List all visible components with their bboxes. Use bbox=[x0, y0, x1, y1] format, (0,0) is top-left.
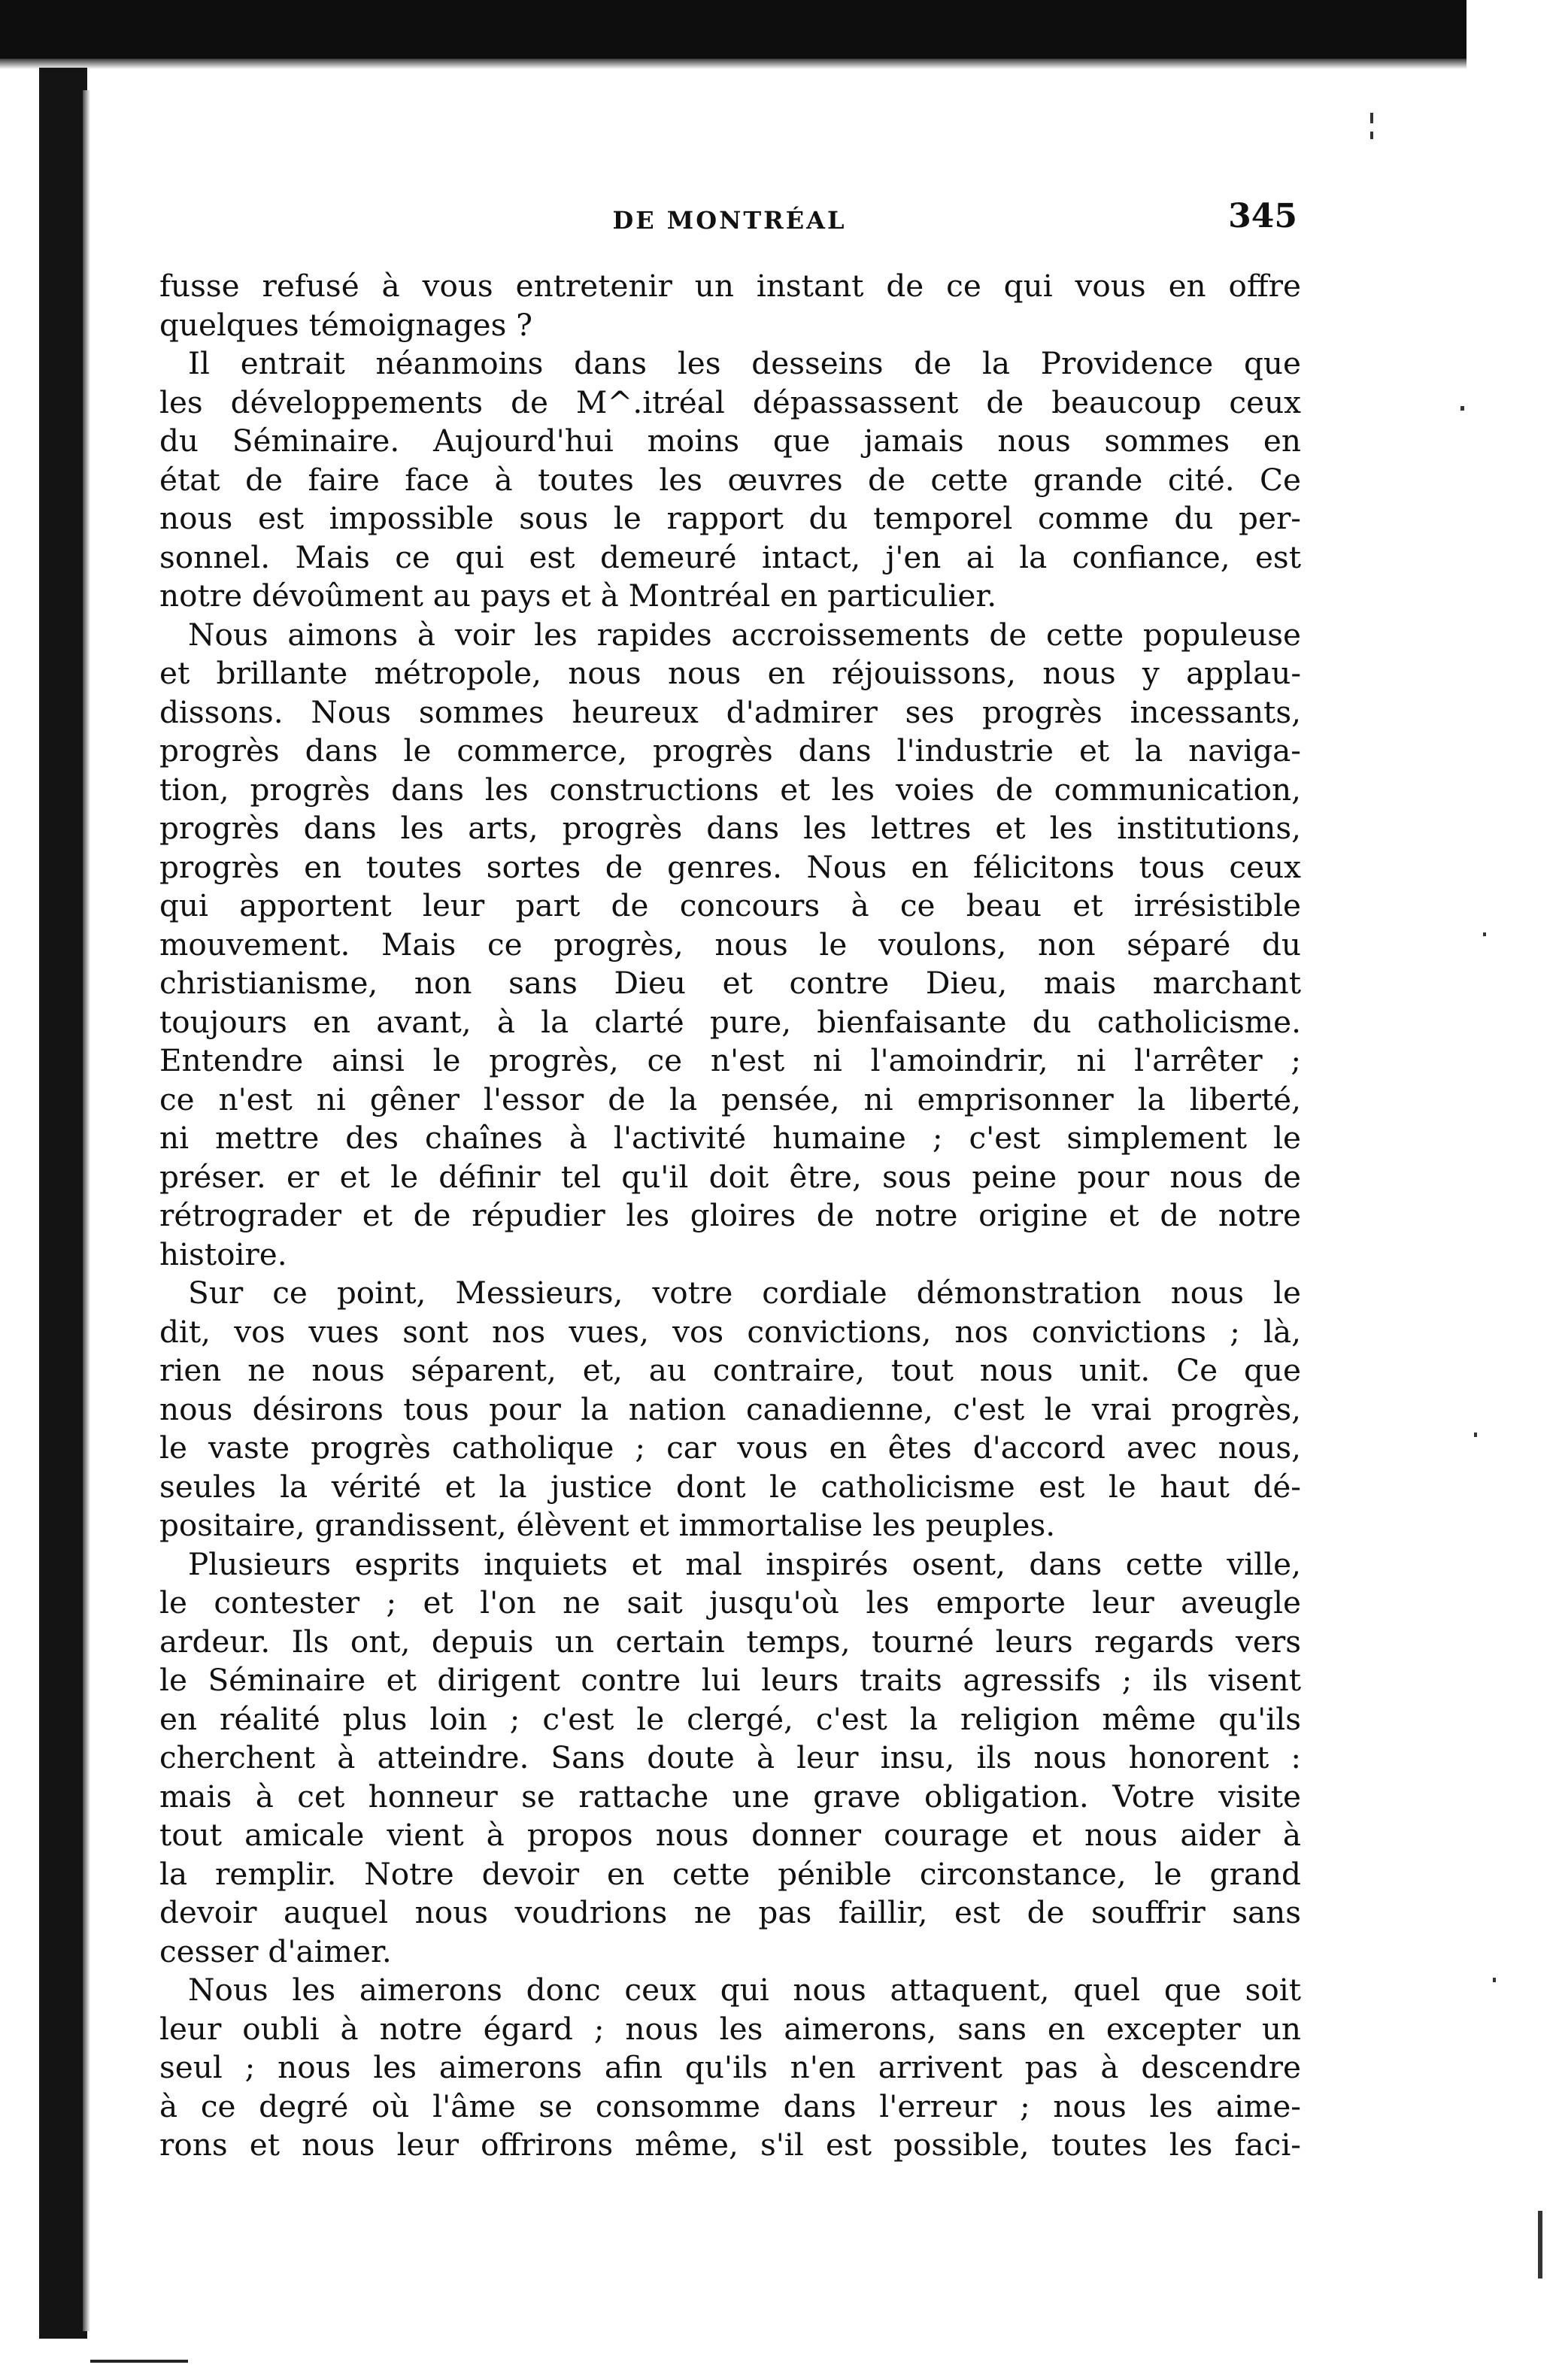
text-line: nous désirons tous pour la nation canadienne, c'est le vrai progrès, bbox=[159, 1390, 1301, 1427]
text-line: rétrograder et de répudier les gloires de notre origine et de notre bbox=[159, 1197, 1301, 1233]
text-line: leur oubli à notre égard ; nous les aimerons, sans en excepter un bbox=[159, 2010, 1301, 2047]
text-line: rien ne nous séparent, et, au contraire, tout nous unit. Ce que bbox=[159, 1352, 1301, 1388]
running-header bbox=[162, 197, 1297, 242]
text-line: et brillante métropole, nous nous en réjouissons, nous y applau- bbox=[159, 655, 1301, 691]
text-line: progrès en toutes sortes de genres. Nous en félicitons tous ceux bbox=[159, 848, 1301, 885]
text-line: seules la vérité et la justice dont le catholicisme est le haut dé- bbox=[159, 1468, 1301, 1505]
text-line: ardeur. Ils ont, depuis un certain temps, tourné leurs regards vers bbox=[159, 1623, 1301, 1660]
scan-left-border bbox=[39, 68, 87, 2339]
text-line: cherchent à atteindre. Sans doute à leur insu, ils nous honorent : bbox=[159, 1739, 1301, 1775]
text-line: le vaste progrès catholique ; car vous en êtes d'accord avec nous, bbox=[159, 1430, 1301, 1466]
text-line: le Séminaire et dirigent contre lui leurs traits agressifs ; ils visent bbox=[159, 1662, 1301, 1698]
text-line: sonnel. Mais ce qui est demeuré intact, j'en ai la confiance, est bbox=[159, 538, 1301, 575]
margin-speck bbox=[1483, 932, 1486, 936]
text-line: toujours en avant, à la clarté pure, bienfaisante du catholicisme. bbox=[159, 1003, 1301, 1040]
text-line: Il entrait néanmoins dans les desseins de la Providence que bbox=[188, 345, 1301, 381]
text-line: progrès dans le commerce, progrès dans l'industrie et la naviga- bbox=[159, 732, 1301, 769]
margin-speck bbox=[1538, 2211, 1542, 2278]
text-line: christianisme, non sans Dieu et contre Dieu, mais marchant bbox=[159, 965, 1301, 1001]
text-line: cesser d'aimer. bbox=[159, 1933, 392, 1969]
text-line: nous est impossible sous le rapport du temporel comme du per- bbox=[159, 500, 1301, 536]
text-line: Nous les aimerons donc ceux qui nous attaquent, quel que soit bbox=[188, 1972, 1301, 2008]
text-line: du Séminaire. Aujourd'hui moins que jamais nous sommes en bbox=[159, 423, 1301, 459]
text-line: mais à cet honneur se rattache une grave obligation. Votre visite bbox=[159, 1778, 1301, 1815]
text-line: la remplir. Notre devoir en cette pénible circonstance, le grand bbox=[159, 1855, 1301, 1892]
text-line: mouvement. Mais ce progrès, nous le voulons, non séparé du bbox=[159, 926, 1301, 963]
scan-bottom-mark bbox=[90, 2360, 188, 2363]
text-line: Plusieurs esprits inquiets et mal inspirés osent, dans cette ville, bbox=[188, 1545, 1301, 1582]
text-line: Entendre ainsi le progrès, ce n'est ni l'amoindrir, ni l'arrêter ; bbox=[159, 1042, 1301, 1078]
text-line: ni mettre des chaînes à l'activité humaine ; c'est simplement le bbox=[159, 1120, 1301, 1156]
text-line: les développements de M^.itréal dépassassent de beaucoup ceux bbox=[159, 384, 1301, 420]
text-line: préser. er et le définir tel qu'il doit être, sous peine pour nous de bbox=[159, 1158, 1301, 1195]
text-line: Sur ce point, Messieurs, votre cordiale démonstration nous le bbox=[188, 1275, 1301, 1311]
running-title: DE MONTRÉAL bbox=[612, 206, 847, 235]
text-line: devoir auquel nous voudrions ne pas faillir, est de souffrir sans bbox=[159, 1894, 1301, 1930]
text-body bbox=[159, 267, 1301, 2165]
margin-speck bbox=[1370, 132, 1373, 139]
scan-top-border bbox=[0, 0, 1466, 59]
text-line: quelques témoignages ? bbox=[159, 306, 532, 343]
text-line: état de faire face à toutes les œuvres de cette grande cité. Ce bbox=[159, 461, 1301, 498]
text-line: à ce degré où l'âme se consomme dans l'erreur ; nous les aime- bbox=[159, 2087, 1301, 2124]
margin-speck bbox=[1460, 406, 1464, 411]
text-line: rons et nous leur offrirons même, s'il est possible, toutes les faci- bbox=[159, 2127, 1301, 2163]
margin-speck bbox=[1493, 1978, 1496, 1982]
text-line: Nous aimons à voir les rapides accroissements de cette populeuse bbox=[188, 616, 1301, 653]
text-line: progrès dans les arts, progrès dans les lettres et les institutions, bbox=[159, 810, 1301, 846]
text-line: notre dévoûment au pays et à Montréal en particulier. bbox=[159, 578, 997, 614]
margin-speck bbox=[1474, 1433, 1477, 1437]
text-line: ce n'est ni gêner l'essor de la pensée, ni emprisonner la liberté, bbox=[159, 1081, 1301, 1117]
text-line: positaire, grandissent, élèvent et immortalise les peuples. bbox=[159, 1507, 1056, 1543]
text-line: en réalité plus loin ; c'est le clergé, c'est la religion même qu'ils bbox=[159, 1700, 1301, 1737]
scan-left-shadow bbox=[83, 90, 90, 2331]
text-line: dit, vos vues sont nos vues, vos convictions, nos convictions ; là, bbox=[159, 1313, 1301, 1350]
page-number: 345 bbox=[1228, 197, 1297, 235]
text-line: le contester ; et l'on ne sait jusqu'où les emporte leur aveugle bbox=[159, 1584, 1301, 1621]
text-line: tion, progrès dans les constructions et les voies de communication, bbox=[159, 771, 1301, 808]
text-line: seul ; nous les aimerons afin qu'ils n'en arrivent pas à descendre bbox=[159, 2049, 1301, 2085]
text-line: dissons. Nous sommes heureux d'admirer ses progrès incessants, bbox=[159, 693, 1301, 730]
scan-top-shadow bbox=[0, 59, 1466, 69]
text-line: histoire. bbox=[159, 1235, 287, 1272]
text-line: fusse refusé à vous entretenir un instant de ce qui vous en offre bbox=[159, 268, 1301, 304]
text-line: qui apportent leur part de concours à ce beau et irrésistible bbox=[159, 887, 1301, 923]
text-line: tout amicale vient à propos nous donner courage et nous aider à bbox=[159, 1817, 1301, 1853]
margin-speck bbox=[1370, 113, 1373, 123]
